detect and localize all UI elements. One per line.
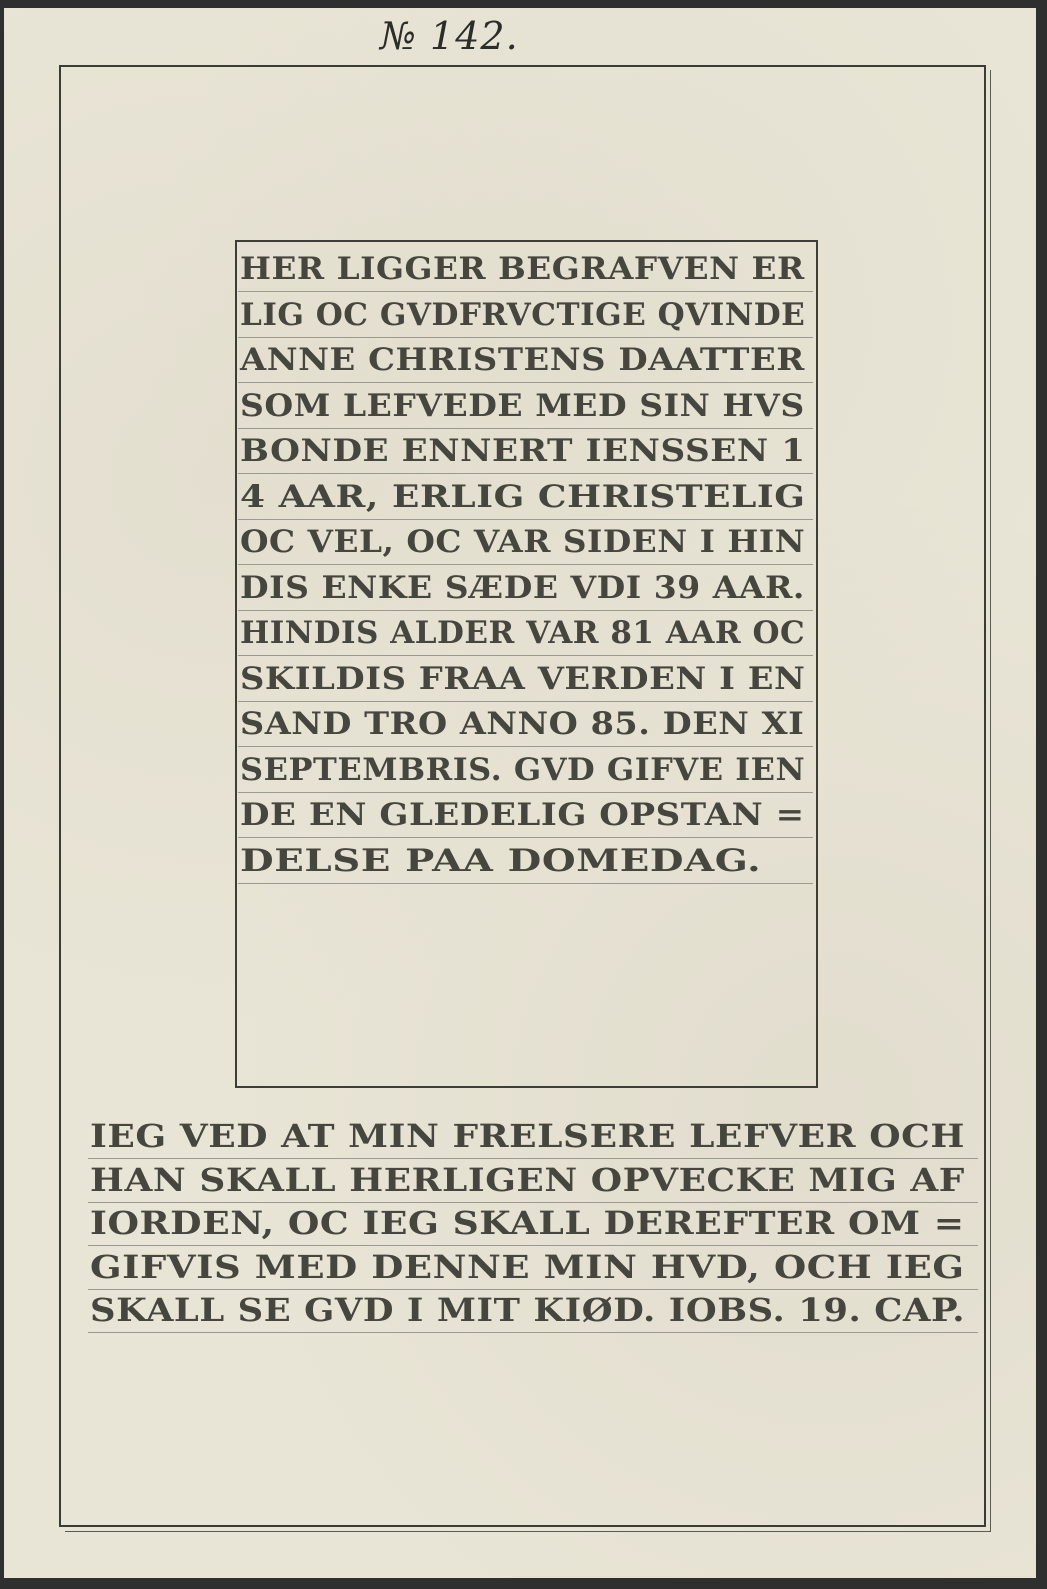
inscription-ruled-line [238, 655, 813, 656]
inscription-line: SOM LEFVEDE MED SIN HVS [240, 387, 805, 424]
inscription-line: BONDE ENNERT IENSSEN 1 [240, 433, 806, 469]
inscription-line: SEPTEMBRIS. GVD GIFVE IEN [240, 751, 806, 788]
inscription-ruled-line [238, 746, 813, 747]
inscription-line: LIG OC GVDFRVCTIGE QVINDE [240, 296, 806, 333]
inscription-ruled-line [238, 428, 813, 429]
inscription-line: DE EN GLEDELIG OPSTAN = [240, 797, 805, 833]
manuscript-sheet [4, 8, 1036, 1578]
inscription-ruled-line [238, 382, 813, 383]
verse-line: GIFVIS MED DENNE MIN HVD, OCH IEG [90, 1247, 965, 1286]
inscription-line: SAND TRO ANNO 85. DEN XI [240, 706, 805, 742]
verse-line: IORDEN, OC IEG SKALL DEREFTER OM = [90, 1204, 965, 1242]
verse-line: HAN SKALL HERLIGEN OPVECKE MIG AF [90, 1160, 965, 1199]
inscription-line: OC VEL, OC VAR SIDEN I HIN [240, 524, 806, 560]
inscription-line: SKILDIS FRAA VERDEN I EN [240, 660, 806, 697]
inscription-ruled-line [238, 792, 813, 793]
inscription-line: DELSE PAA DOMEDAG. [240, 842, 762, 879]
inscription-line: 4 AAR, ERLIG CHRISTELIG [240, 478, 806, 515]
inscription-ruled-line [238, 564, 813, 565]
verse-line: IEG VED AT MIN FRELSERE LEFVER OCH [90, 1117, 965, 1155]
catalog-number: № 142. [380, 14, 519, 58]
inscription-ruled-line [238, 519, 813, 520]
inscription-ruled-line [238, 291, 813, 292]
inscription-line: ANNE CHRISTENS DAATTER [240, 342, 805, 378]
inscription-ruled-line [238, 837, 813, 838]
verse-ruled-line [88, 1332, 978, 1333]
verse-line: SKALL SE GVD I MIT KIØD. IOBS. 19. CAP. [90, 1291, 966, 1329]
inscription-line: HINDIS ALDER VAR 81 AAR OC [240, 615, 806, 651]
inscription-ruled-line [238, 337, 813, 338]
inscription-ruled-line [238, 883, 813, 884]
inscription-ruled-line [238, 701, 813, 702]
inscription-line: HER LIGGER BEGRAFVEN ER [240, 251, 805, 287]
inscription-ruled-line [238, 610, 813, 611]
inscription-line: DIS ENKE SÆDE VDI 39 AAR. [240, 569, 805, 606]
inscription-ruled-line [238, 473, 813, 474]
